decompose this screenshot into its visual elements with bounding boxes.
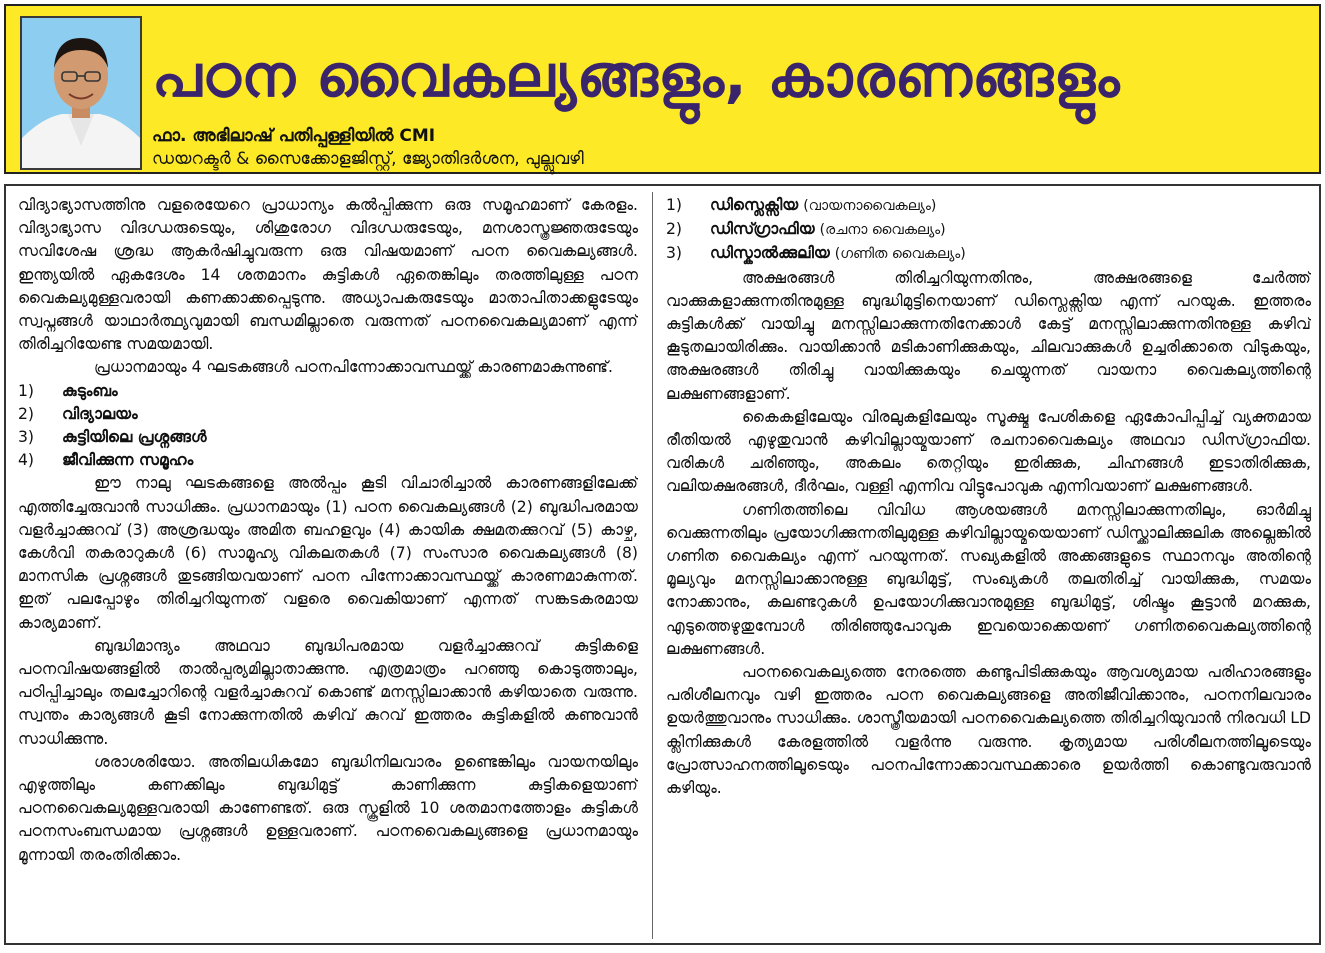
list-number: 2)	[18, 404, 35, 423]
list-note: (വായനാവൈകല്യം)	[803, 198, 937, 214]
list-label: കുടുംബം	[62, 381, 118, 400]
list-label: കുട്ടിയിലെ പ്രശ്നങ്ങൾ	[62, 428, 207, 447]
paragraph: പഠനവൈകല്യത്തെ നേരത്തെ കണ്ടുപിടിക്കുകയും ആവശ്യമായ പരിഹാരങ്ങളും പരിശീലനവും വഴി ഇത്തരം പഠന വൈകല്യങ്ങളെ അതിജീവിക്കാനും, പഠനനിലവാരം ഉയർത്തുവാനും സാധിക്കും. ശാസ്ത്രീയമായി പഠനവൈകല്യത്തെ തിരിച്ചറിയുവാൻ നിരവധി LD ക്ലിനിക്കുകൾ കേരളത്തിൽ വളർന്നു വരുന്നു. കൃത്യമായ പരിശീലനത്തിലൂടെയും പ്രോത്സാഹനത്തിലൂടെയും പഠനപിന്നോക്കാവസ്ഥക്കാരെ ഉയർത്തി കൊണ്ടുവരുവാൻ കഴിയും.	[666, 663, 1311, 798]
list-number: 1)	[666, 196, 683, 214]
list-item	[18, 426, 638, 449]
list-label: ഡിസ്ഗ്രാഫിയ	[710, 220, 815, 239]
article-title: പഠന വൈകല്യങ്ങളും, കാരണങ്ങളും	[152, 42, 1120, 110]
paragraph: ബുദ്ധിമാന്ദ്യം അഥവാ ബുദ്ധിപരമായ വളർച്ചാക്കുറവ് കുട്ടികളെ പഠനവിഷയങ്ങളിൽ താൽപ്പര്യമില്ലാതാക്കുന്നു. എത്രമാത്രം പറഞ്ഞു കൊടുത്താലും, പഠിപ്പിച്ചാലും തലച്ചോറിന്റെ വളർച്ചാകുറവ് കൊണ്ട് മനസ്സിലാക്കാൻ കഴിയാതെ വരുന്നു. സ്വന്തം കാര്യങ്ങൾ കൂടി നോക്കുന്നതിൽ കഴിവ് കുറവ് ഇത്തരം കുട്ടികളിൽ കണുവാൻ സാധിക്കുന്നു.	[18, 636, 638, 748]
list-number: 3)	[18, 428, 35, 447]
paragraph: കൈകളിലേയും വിരലുകളിലേയും സൂക്ഷ്മ പേശികളെ ഏകോപിപ്പിച്ച് വ്യക്തമായ രീതിയൽ എഴുതുവാൻ കഴിവില്ലായ്മയാണ് രചനാവൈകല്യം അഥവാ ഡിസ്ഗ്രാഫിയ. വരികൾ ചരിഞ്ഞും, അകലം തെറ്റിയും ഇരിക്കുക, ചിഹ്നങ്ങൾ ഇടാതിരിക്കുക, വലിയക്ഷരങ്ങൾ, ദീർഘം, വള്ളി എന്നിവ വിട്ടുപോവുക എന്നിവയാണ് ലക്ഷണങ്ങൾ.	[666, 407, 1311, 496]
list-item	[18, 403, 638, 426]
list-item	[666, 194, 1311, 218]
right-column	[666, 194, 1311, 939]
list-number: 2)	[666, 220, 683, 239]
list-label: ഡിസ്കാൽക്കുലിയ	[710, 244, 830, 263]
list-number: 3)	[666, 244, 683, 263]
paragraph: ഈ നാലു ഘടകങ്ങളെ അൽപ്പം കൂടി വിചാരിച്ചാൽ കാരണങ്ങളിലേക്ക് എത്തിച്ചേരുവാൻ സാധിക്കും. പ്രധാനമായും (1) പഠന വൈകല്യങ്ങൾ (2) ബുദ്ധിപരമായ വളർച്ചാക്കുറവ് (3) അശ്രദ്ധയും അമിത ബഹളവും (4) കായിക ക്ഷമതക്കുറവ് (5) കാഴ്ച, കേൾവി തകരാറുകൾ (6) സാമൂഹ്യ വികലതകൾ (7) സംസാര വൈകല്യങ്ങൾ (8) മാനസിക പ്രശ്നങ്ങൾ തുടങ്ങിയവയാണ് പഠന പിന്നോക്കാവസ്ഥയ്ക്ക് കാരണമാകുന്നത്. ഇത് പലപ്പോഴും തിരിച്ചറിയുന്നത് വളരെ വൈകിയാണ് എന്നത് സങ്കടകരമായ കാര്യമാണ്.	[18, 474, 638, 632]
list-number: 1)	[18, 381, 35, 400]
author-role: ഡയറക്ടർ & സൈക്കോളജിസ്റ്റ്, ജ്യോതിദർശന, പുല്ലുവഴി	[152, 149, 584, 169]
article-header	[4, 4, 1321, 174]
list-label: ജീവിക്കുന്ന സമൂഹം	[62, 451, 194, 470]
list-item	[18, 449, 638, 472]
author-photo	[20, 16, 142, 170]
left-column	[18, 194, 638, 939]
list-label: വിദ്യാലയം	[62, 404, 138, 423]
author-portrait-icon	[22, 18, 140, 168]
list-label: ഡിസ്ലെക്സിയ	[710, 196, 799, 214]
list-item	[666, 242, 1311, 266]
list-item	[18, 380, 638, 403]
paragraph: ശരാശരിയോ. അതിലധികമോ ബുദ്ധിനിലവാരം ഉണ്ടെങ്കിലും വായനയിലും എഴുത്തിലും കണക്കിലും ബുദ്ധിമുട്ട് കാണിക്കുന്ന കുട്ടികളെയാണ് പഠനവൈകല്യമുള്ളവരായി കാണേണ്ടത്. ഒരു സ്കൂളിൽ 10 ശതമാനത്തോളം കുട്ടികൾ പഠനസംബന്ധമായ പ്രശ്നങ്ങൾ ഉള്ളവരാണ്. പഠനവൈകല്യങ്ങളെ പ്രധാനമായും മൂന്നായി തരംതിരിക്കാം.	[18, 752, 638, 864]
list-note: (രചനാ വൈകല്യം)	[819, 222, 946, 239]
list-number: 4)	[18, 451, 35, 470]
paragraph: അക്ഷരങ്ങൾ തിരിച്ചറിയുന്നതിനും, അക്ഷരങ്ങളെ ചേർത്ത് വാക്കുകളാക്കുന്നതിനുമുള്ള ബുദ്ധിമുട്ടിനെയാണ് ഡിസ്ലെക്സിയ എന്ന് പറയുക. ഇത്തരം കുട്ടികൾക്ക് വായിച്ചു മനസ്സിലാക്കുന്നതിനേക്കാൾ കേട്ട് മനസ്സിലാക്കുന്നതിനുള്ള കഴിവ് കൂടുതലായിരിക്കും. വായിക്കാൻ മടികാണിക്കുകയും, ചിലവാക്കുകൾ ഉച്ചരിക്കാതെ വിടുകയും, അക്ഷരങ്ങൾ തിരിച്ചു വായിക്കുകയും ചെയ്യുന്നത് വായനാ വൈകല്യത്തിന്റെ ലക്ഷണങ്ങളാണ്.	[666, 268, 1311, 403]
list-item	[666, 218, 1311, 242]
column-divider	[652, 192, 653, 939]
list-note: (ഗണിത വൈകല്യം)	[834, 246, 966, 263]
paragraph: പ്രധാനമായും 4 ഘടകങ്ങൾ പഠനപിന്നോക്കാവസ്ഥയ്ക്ക് കാരണമാകുന്നുണ്ട്.	[94, 358, 613, 377]
paragraph: ഗണിതത്തിലെ വിവിധ ആശയങ്ങൾ മനസ്സിലാക്കുന്നതിലും, ഓർമിച്ചു വെക്കുന്നതിലും പ്രയോഗിക്കുന്നതിലുമുള്ള കഴിവില്ലായ്മയെയാണ് ഡിസ്ക്കാലിക്കുലിക അല്ലെങ്കിൽ ഗണിത വൈകല്യം എന്ന് പറയുന്നത്. സഖ്യകളിൽ അക്കങ്ങളുടെ സ്ഥാനവും അതിന്റെ മൂല്യവും മനസ്സിലാക്കാനുള്ള ബുദ്ധിമുട്ട്, സംഖ്യകൾ തലതിരിച്ച് വായിക്കുക, സമയം നോക്കാനും, കലണ്ടറുകൾ ഉപയോഗിക്കുവാനുമുള്ള ബുദ്ധിമുട്ട്, ശിഷ്ടം കൂട്ടാൻ മറക്കുക, എടുത്തെഴുതുമ്പോൾ തിരിഞ്ഞുപോവുക ഇവയൊക്കെയണ് ഗണിതവൈകല്യത്തിന്റെ ലക്ഷണങ്ങൾ.	[666, 500, 1311, 658]
author-name: ഫാ. അഭിലാഷ് പതിപ്പള്ളിയിൽ CMI	[152, 126, 436, 146]
paragraph: വിദ്യാഭ്യാസത്തിനു വളരെയേറെ പ്രാധാന്യം കൽപ്പിക്കുന്ന ഒരു സമൂഹമാണ് കേരളം. വിദ്യാഭ്യാസ വിദഗ്ധരുടെയും, ശിശുരോഗ വിദഗ്ധരുടേയും, മനശാസ്ത്രജ്ഞരുടേയും സവിശേഷ ശ്രദ്ധ ആകർഷിച്ചുവരുന്ന ഒരു വിഷയമാണ് പഠന വൈകല്യങ്ങൾ. ഇന്ത്യയിൽ ഏകദേശം 14 ശതമാനം കുട്ടികൾ ഏതെങ്കിലും തരത്തിലുള്ള പഠന വൈകല്യമുള്ളവരായി കണക്കാക്കപ്പെടുന്നു. അധ്യാപകരുടേയും മാതാപിതാക്കളുടേയും സ്വപ്നങ്ങൾ യാഥാർത്ഥ്യവുമായി ബന്ധമില്ലാതെ വരുന്നത് പഠനവൈകല്യമാണ് എന്ന് തിരിച്ചറിയേണ്ട സമയമായി.	[18, 196, 638, 354]
article-body	[4, 184, 1321, 945]
